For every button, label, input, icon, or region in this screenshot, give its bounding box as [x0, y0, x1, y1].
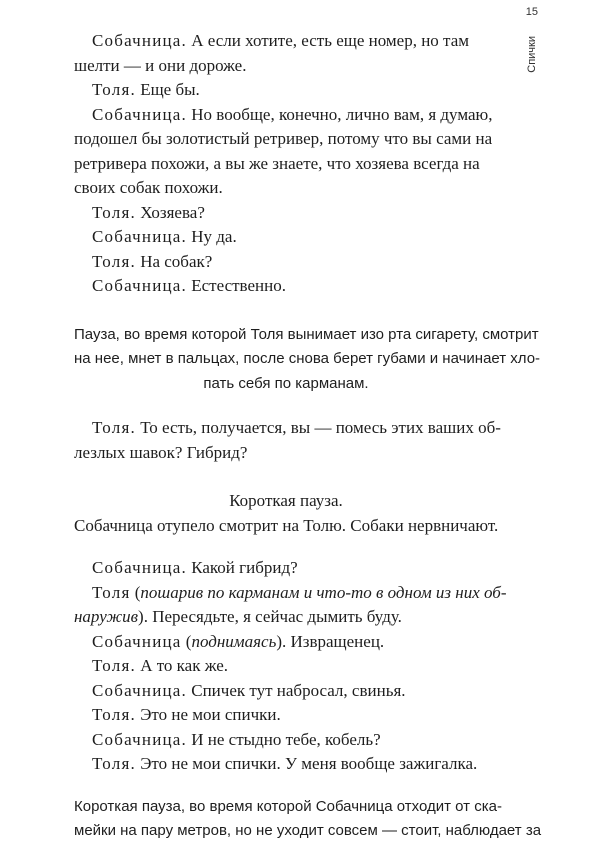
paren-open: ( — [185, 631, 192, 651]
paren-open: ( — [134, 582, 141, 602]
running-head: Спички — [526, 36, 538, 73]
stage-remark: наружив — [74, 607, 139, 626]
dialogue-continuation: лезлых шавок? Гибрид? — [74, 442, 248, 462]
dialogue-block-3 — [74, 556, 507, 777]
dialogue-continuation — [74, 605, 498, 630]
speaker-name: Собачница — [92, 631, 182, 651]
speaker-name: Толя. — [92, 656, 136, 675]
speaker-name: Толя — [92, 582, 131, 602]
speech-text: Какой гибрид? — [191, 558, 298, 577]
dialogue-line — [74, 728, 498, 753]
dialogue-continuation: шелти — и они дороже. — [74, 55, 247, 75]
stage-line: Короткая пауза, во время которой Собачница отходит от ска- — [74, 797, 502, 815]
dialogue-line — [74, 679, 498, 704]
speech-text: Это не мои спички. — [140, 705, 281, 724]
dialogue-line — [74, 654, 498, 679]
dialogue-continuation: подошел бы золотистый ретривер, потому что вы сами на — [74, 129, 493, 148]
stage-remark: пошарив по карманам и что-то в одном из них об- — [140, 582, 507, 602]
dialogue-line — [74, 103, 498, 128]
stage-direction-1 — [74, 323, 541, 397]
speech-text: И не стыдно тебе, кобель? — [191, 729, 381, 749]
speaker-name: Собачница. — [92, 558, 187, 577]
stage-line: пать себя по карманам. — [203, 374, 369, 392]
dialogue-line — [74, 630, 498, 655]
dialogue-line — [74, 225, 498, 250]
speech-text: Это не мои спички. У меня вообще зажигалка. — [140, 754, 478, 773]
speaker-name: Собачница. — [92, 729, 187, 749]
speaker-name: Собачница. — [92, 104, 187, 124]
speaker-name: Толя. — [92, 754, 136, 773]
dialogue-continuation: ретривера похожи, а вы же знаете, что хозяева всегда на — [74, 153, 480, 173]
speaker-name: Толя. — [92, 80, 136, 99]
stage-line: на нее, мнет в пальцах, после снова берет губами и начинает хло- — [74, 350, 541, 367]
dialogue-line — [74, 29, 498, 54]
speech-text: Спичек тут набросал, свинья. — [191, 680, 406, 700]
page-number: 15 — [525, 6, 538, 18]
speaker-name: Собачница. — [92, 31, 187, 50]
speech-text: Хозяева? — [140, 202, 205, 222]
speech-text: Естественно. — [191, 276, 286, 295]
dialogue-line — [74, 250, 498, 275]
speaker-name: Собачница. — [92, 276, 187, 295]
speech-text: На собак? — [140, 251, 213, 271]
stage-line: Короткая пауза. — [229, 491, 343, 510]
speaker-name: Толя. — [92, 202, 136, 222]
stage-remark: поднимаясь — [191, 631, 277, 651]
dialogue-block-1 — [74, 29, 498, 299]
dialogue-line — [74, 581, 507, 606]
dialogue-continuation: своих собак похожи. — [74, 178, 223, 197]
speaker-name: Собачница. — [92, 680, 187, 700]
speech-text: А то как же. — [140, 656, 229, 675]
dialogue-line — [74, 752, 498, 777]
stage-direction-3 — [74, 795, 542, 844]
speech-text: ). Извращенец. — [276, 631, 385, 651]
stage-direction-2 — [74, 489, 498, 538]
page-text — [74, 29, 542, 844]
speech-text: ). Пересядьте, я сейчас дымить буду. — [138, 607, 402, 626]
speech-text: То есть, получается, вы — помесь этих ваших об- — [140, 418, 501, 437]
speaker-name: Собачница. — [92, 227, 187, 246]
speaker-name: Толя. — [92, 705, 136, 724]
speech-text: Но вообще, конечно, лично вам, я думаю, — [191, 104, 493, 124]
speaker-name: Толя. — [92, 418, 136, 437]
dialogue-line — [74, 274, 498, 299]
dialogue-line — [74, 78, 498, 103]
dialogue-line — [74, 556, 498, 581]
speech-text: Ну да. — [191, 227, 237, 246]
speech-text: Еще бы. — [140, 80, 200, 99]
dialogue-line — [74, 416, 501, 441]
dialogue-line — [74, 703, 498, 728]
dialogue-block-2 — [74, 416, 501, 465]
speech-text: А если хотите, есть еще номер, но там — [191, 31, 469, 50]
stage-line: мейки на пару метров, но не уходит совсем — стоит, наблюдает за — [74, 822, 542, 839]
stage-line: Собачница отупело смотрит на Толю. Собаки нервничают. — [74, 515, 499, 535]
stage-line: Пауза, во время которой Толя вынимает изо рта сигарету, смотрит — [74, 325, 539, 343]
speaker-name: Толя. — [92, 251, 136, 271]
dialogue-line — [74, 201, 498, 226]
